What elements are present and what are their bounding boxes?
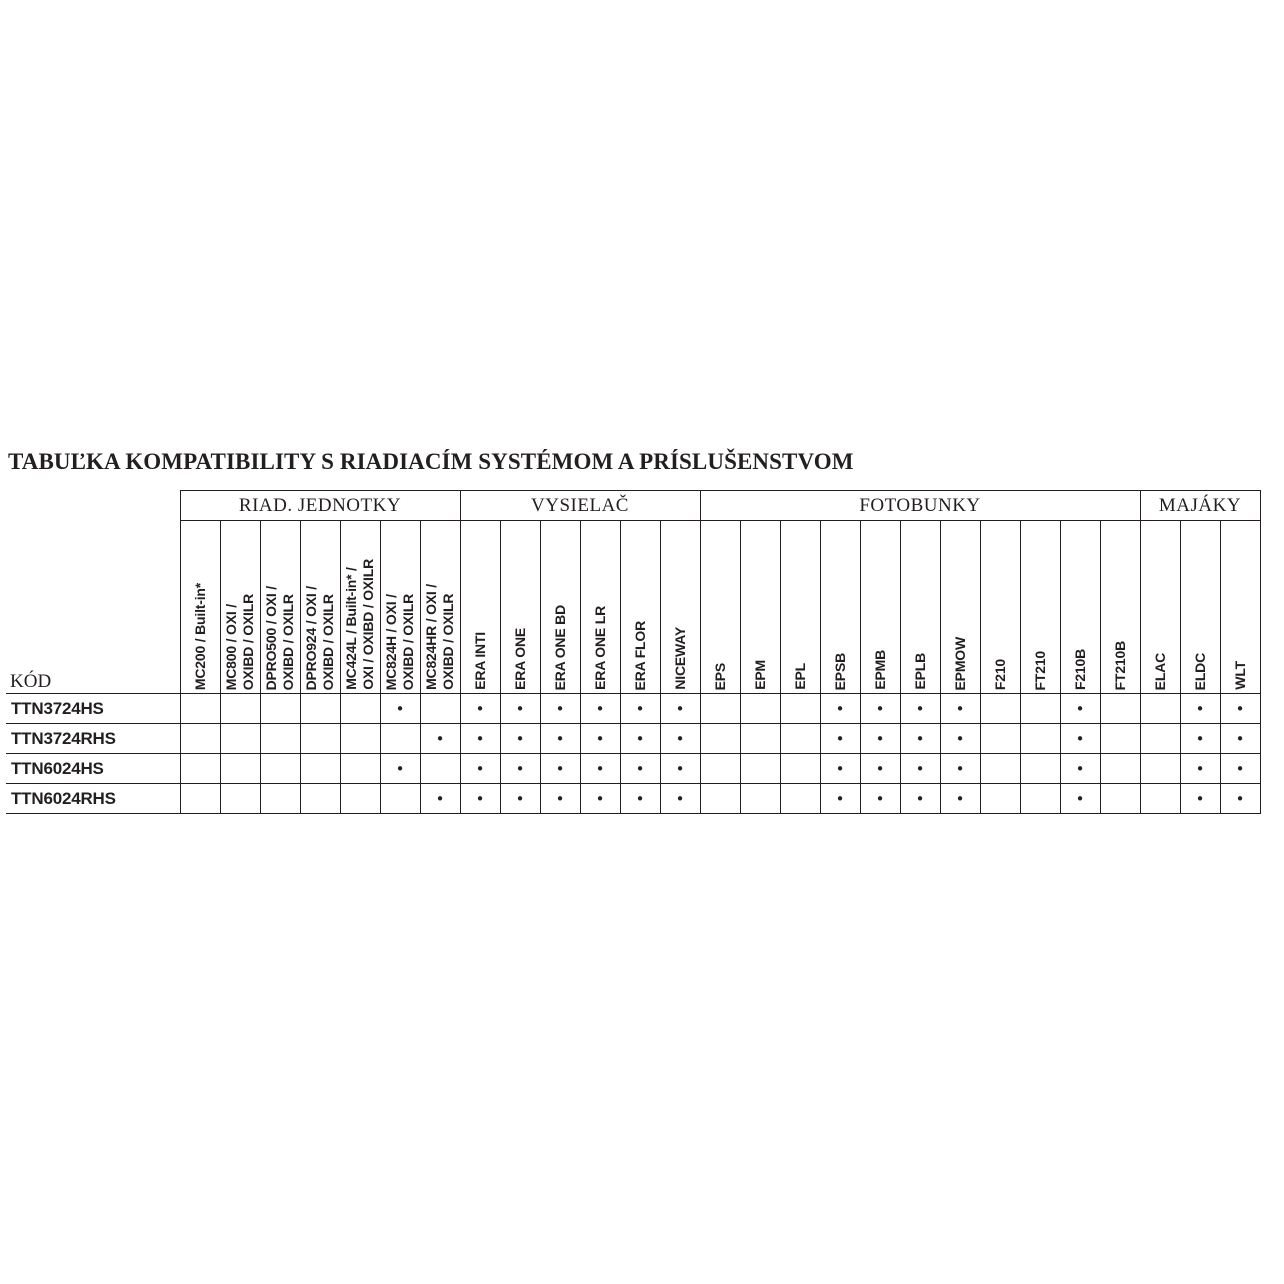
compatibility-cell (300, 754, 340, 784)
compatibility-cell: • (1220, 784, 1260, 814)
compatibility-cell: • (860, 694, 900, 724)
compatibility-cell (380, 724, 420, 754)
compatibility-cell (300, 724, 340, 754)
compatibility-cell: • (460, 694, 500, 724)
column-header-label: ELAC (1151, 652, 1168, 690)
compatibility-cell: • (1180, 724, 1220, 754)
compatibility-cell: • (580, 724, 620, 754)
product-code: TTN6024HS (6, 754, 180, 784)
column-header (940, 521, 980, 694)
column-header (300, 521, 340, 694)
compatibility-cell: • (860, 754, 900, 784)
column-header (260, 521, 300, 694)
compatibility-cell (700, 724, 740, 754)
compatibility-cell (1100, 754, 1140, 784)
compatibility-cell (980, 724, 1020, 754)
compatibility-cell: • (900, 694, 940, 724)
compatibility-cell: • (940, 784, 980, 814)
column-header (900, 521, 940, 694)
column-header-label: EPLB (911, 653, 928, 690)
column-header-label: NICEWAY (671, 627, 688, 690)
compatibility-cell (980, 784, 1020, 814)
compatibility-cell (780, 784, 820, 814)
compatibility-cell: • (500, 694, 540, 724)
compatibility-cell (1140, 754, 1180, 784)
compatibility-cell: • (620, 724, 660, 754)
compatibility-cell (220, 724, 260, 754)
compatibility-cell (1140, 694, 1180, 724)
compatibility-cell: • (1220, 694, 1260, 724)
compatibility-cell: • (500, 724, 540, 754)
compatibility-cell (1020, 724, 1060, 754)
compatibility-cell (1140, 724, 1180, 754)
column-header (860, 521, 900, 694)
table-row (6, 754, 1260, 784)
compatibility-cell: • (580, 784, 620, 814)
column-header (380, 521, 420, 694)
column-header (820, 521, 860, 694)
column-header-label: MC424L / Built-in* / OXI / OXIBD / OXILR (343, 559, 376, 690)
column-header-label: EPM (751, 660, 768, 690)
compatibility-cell (740, 754, 780, 784)
compatibility-cell: • (900, 784, 940, 814)
compatibility-cell (1100, 724, 1140, 754)
column-header (580, 521, 620, 694)
compatibility-cell (180, 724, 220, 754)
compatibility-cell (1100, 694, 1140, 724)
compatibility-cell: • (460, 784, 500, 814)
compatibility-cell: • (620, 694, 660, 724)
compatibility-cell: • (820, 754, 860, 784)
compatibility-cell (220, 784, 260, 814)
column-header-label: EPSB (831, 652, 848, 690)
row-header-kod: KÓD (6, 521, 180, 694)
compatibility-cell: • (420, 784, 460, 814)
compatibility-cell (980, 754, 1020, 784)
column-header-label: ERA ONE LR (591, 606, 608, 690)
compatibility-cell: • (1180, 754, 1220, 784)
group-header: RIAD. JEDNOTKY (180, 491, 460, 521)
header-corner (6, 491, 180, 521)
compatibility-cell: • (1180, 694, 1220, 724)
compatibility-cell (300, 694, 340, 724)
compatibility-cell: • (540, 754, 580, 784)
column-header-label: ELDC (1191, 652, 1208, 690)
compatibility-cell (180, 694, 220, 724)
compatibility-cell: • (540, 694, 580, 724)
column-header-label: ERA FLOR (631, 620, 648, 690)
column-header (340, 521, 380, 694)
column-header-label: FT210B (1111, 640, 1128, 690)
compatibility-cell (1020, 784, 1060, 814)
table-row (6, 724, 1260, 754)
column-header (180, 521, 220, 694)
column-header-label: DPRO924 / OXI / OXIBD / OXILR (303, 585, 336, 690)
compatibility-cell: • (580, 694, 620, 724)
column-header (460, 521, 500, 694)
column-header (660, 521, 700, 694)
compatibility-cell: • (940, 724, 980, 754)
product-code: TTN6024RHS (6, 784, 180, 814)
compatibility-cell: • (1220, 754, 1260, 784)
column-header (1100, 521, 1140, 694)
column-header-label: EPMOW (951, 636, 968, 690)
compatibility-cell (1020, 694, 1060, 724)
compatibility-cell: • (1060, 754, 1100, 784)
compatibility-cell (260, 754, 300, 784)
compatibility-cell (180, 784, 220, 814)
compatibility-cell: • (860, 724, 900, 754)
compatibility-cell: • (1060, 694, 1100, 724)
group-header-row (6, 491, 1260, 521)
table-title: TABUĽKA KOMPATIBILITY S RIADIACÍM SYSTÉMOM A PRÍSLUŠENSTVOM (8, 449, 854, 474)
column-header (780, 521, 820, 694)
column-header (420, 521, 460, 694)
column-header (700, 521, 740, 694)
column-header-label: MC824H / OXI / OXIBD / OXILR (383, 593, 416, 690)
column-header (1220, 521, 1260, 694)
compatibility-cell (1140, 784, 1180, 814)
column-header-label: DPRO500 / OXI / OXIBD / OXILR (263, 585, 296, 690)
column-header-label: MC824HR / OXI / OXIBD / OXILR (423, 584, 456, 690)
compatibility-cell: • (900, 754, 940, 784)
compatibility-cell (700, 754, 740, 784)
compatibility-cell: • (940, 754, 980, 784)
compatibility-cell (740, 724, 780, 754)
compatibility-cell: • (620, 754, 660, 784)
table-row (6, 784, 1260, 814)
column-header (980, 521, 1020, 694)
compatibility-cell (340, 784, 380, 814)
column-header (1020, 521, 1060, 694)
compatibility-cell (700, 784, 740, 814)
compatibility-cell: • (1060, 724, 1100, 754)
column-header (620, 521, 660, 694)
column-header-label: EPS (711, 662, 728, 690)
group-header: FOTOBUNKY (700, 491, 1140, 521)
column-header (500, 521, 540, 694)
compatibility-cell (740, 784, 780, 814)
column-header-row (6, 521, 1260, 694)
compatibility-cell: • (460, 754, 500, 784)
compatibility-cell (780, 694, 820, 724)
compatibility-cell: • (820, 784, 860, 814)
compatibility-cell: • (500, 754, 540, 784)
product-code: TTN3724RHS (6, 724, 180, 754)
compatibility-cell: • (820, 694, 860, 724)
compatibility-cell: • (660, 694, 700, 724)
column-header-label: ERA ONE (511, 628, 528, 690)
column-header-label: FT210 (1031, 650, 1048, 690)
column-header (540, 521, 580, 694)
compatibility-cell: • (940, 694, 980, 724)
column-header (1180, 521, 1220, 694)
column-header (1060, 521, 1100, 694)
compatibility-cell (260, 724, 300, 754)
compatibility-cell (1100, 784, 1140, 814)
compatibility-cell: • (660, 754, 700, 784)
column-header-label: ERA INTI (471, 632, 488, 690)
column-header-label: EPMB (871, 650, 888, 690)
product-code: TTN3724HS (6, 694, 180, 724)
compatibility-cell (980, 694, 1020, 724)
compatibility-cell (340, 754, 380, 784)
compatibility-cell: • (660, 724, 700, 754)
compatibility-cell: • (420, 724, 460, 754)
compatibility-cell (220, 754, 260, 784)
compatibility-cell: • (380, 694, 420, 724)
compatibility-cell (260, 694, 300, 724)
column-header (220, 521, 260, 694)
compatibility-cell (300, 784, 340, 814)
compatibility-cell (340, 694, 380, 724)
compatibility-cell: • (620, 784, 660, 814)
column-header-label: MC800 / OXI / OXIBD / OXILR (223, 593, 256, 690)
compatibility-cell: • (660, 784, 700, 814)
compatibility-cell: • (820, 724, 860, 754)
compatibility-cell: • (500, 784, 540, 814)
compatibility-cell: • (1220, 724, 1260, 754)
compatibility-cell: • (900, 724, 940, 754)
compatibility-cell: • (540, 784, 580, 814)
compatibility-cell (420, 694, 460, 724)
compatibility-cell: • (1060, 784, 1100, 814)
table-row (6, 694, 1260, 724)
compatibility-cell (1020, 754, 1060, 784)
compatibility-cell (340, 724, 380, 754)
compatibility-cell: • (380, 754, 420, 784)
column-header-label: F210B (1071, 648, 1088, 690)
compatibility-cell: • (580, 754, 620, 784)
compatibility-cell: • (860, 784, 900, 814)
compatibility-cell (700, 694, 740, 724)
compatibility-cell: • (1180, 784, 1220, 814)
table-body (6, 694, 1260, 814)
column-header (1140, 521, 1180, 694)
column-header-label: ERA ONE BD (551, 604, 568, 690)
compatibility-cell (420, 754, 460, 784)
compatibility-cell (260, 784, 300, 814)
compatibility-cell (780, 724, 820, 754)
compatibility-cell (780, 754, 820, 784)
compatibility-cell: • (540, 724, 580, 754)
compatibility-cell (380, 784, 420, 814)
compatibility-cell (220, 694, 260, 724)
compatibility-cell: • (460, 724, 500, 754)
compatibility-cell (740, 694, 780, 724)
group-header: VYSIELAČ (460, 491, 700, 521)
column-header-label: MC200 / Built-in* (191, 582, 208, 690)
column-header-label: WLT (1231, 661, 1248, 690)
column-header (740, 521, 780, 694)
compatibility-table (6, 490, 1261, 814)
column-header-label: EPL (791, 663, 808, 690)
compatibility-cell (180, 754, 220, 784)
column-header-label: F210 (991, 658, 1008, 690)
group-header: MAJÁKY (1140, 491, 1260, 521)
